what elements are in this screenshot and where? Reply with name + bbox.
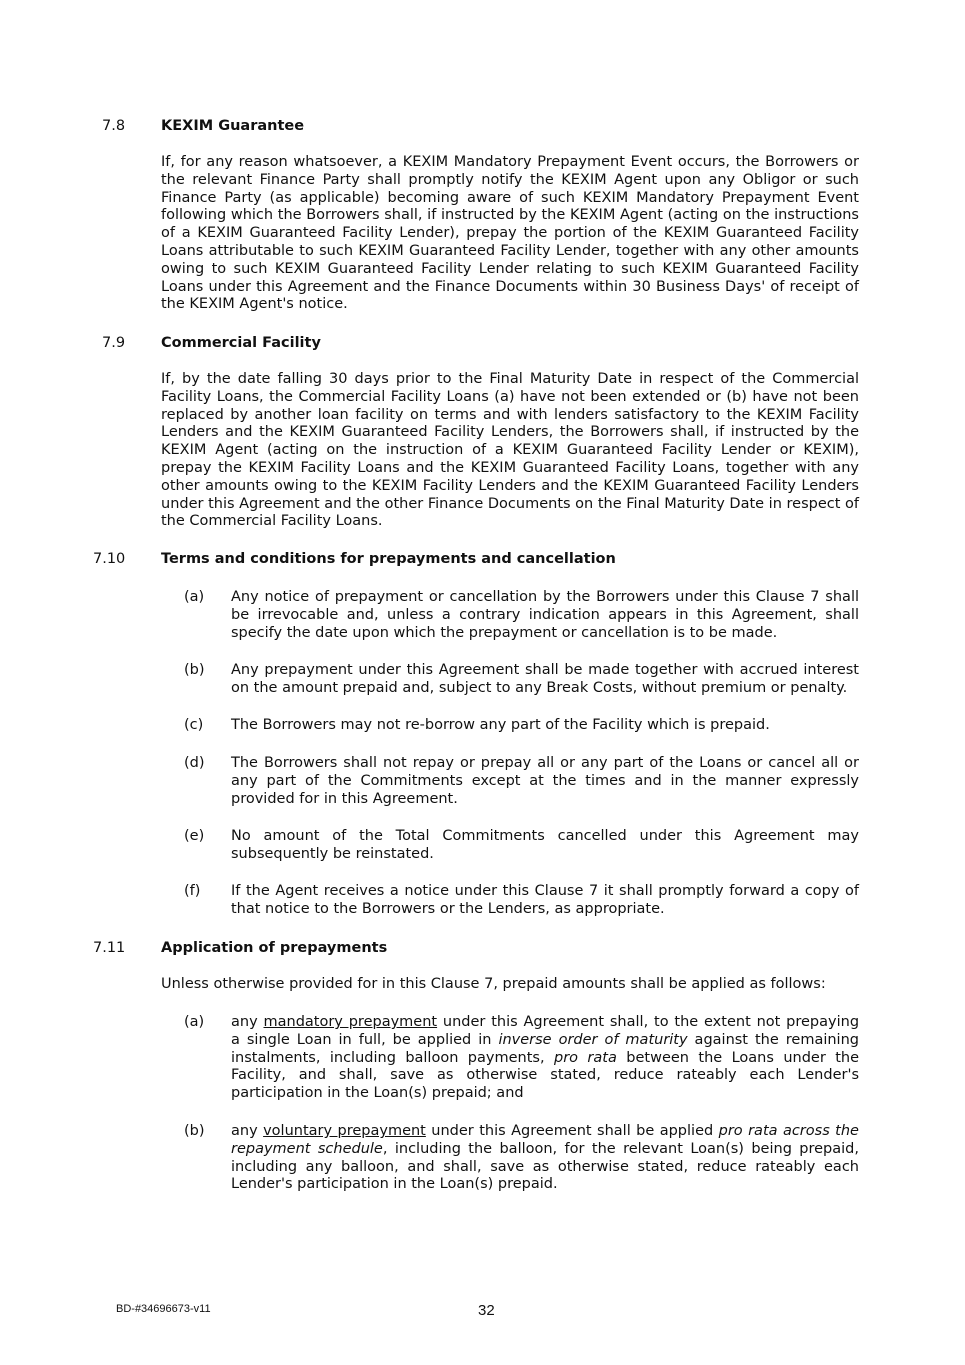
clause-body: If, by the date falling 30 days prior to the Final Maturity Date in respect of the Commercial Facility Loans, the Commercial Facility Loans (a) have not been extended or (b) have not been replaced by another loan facility on terms and with lenders satisfactory to the KEXIM Facility Lenders and the KEXIM Guaranteed Facility Lenders, the Borrowers shall, if instructed by the KEXIM Agent (acting on the instruction of a KEXIM Guaranteed Facility Lender or KEXIM), prepay the KEXIM Facility Loans and the KEXIM Guaranteed Facility Loans, together with any other amounts owing to the KEXIM Facility Lenders and the KEXIM Guaranteed Facility Lenders under this Agreement and the other Finance Documents on the Final Maturity Date in respect of the Commercial Facility Loans. [161, 371, 859, 530]
clause-body: If, for any reason whatsoever, a KEXIM Mandatory Prepayment Event occurs, the Borrowers or the relevant Finance Party shall promptly notify the KEXIM Agent upon any Obligor or such Finance Party (as applicable) becoming aware of such KEXIM Mandatory Prepayment Event following which the Borrowers shall, if instructed by the KEXIM Agent (acting on the instructions of a KEXIM Guaranteed Facility Lender), prepay the portion of the KEXIM Guaranteed Facility Loans attributable to such KEXIM Guaranteed Facility Lender, together with any other amounts owing to such KEXIM Guaranteed Facility Lender relating to such KEXIM Guaranteed Facility Loans under this Agreement and the Finance Documents within 30 Business Days' of receipt of the KEXIM Agent's notice. [161, 154, 859, 313]
list-item-label: (b) [184, 662, 205, 678]
text-run: against the remaining instalments, including balloon payments, [231, 1031, 859, 1066]
list-item-label: (a) [184, 1014, 205, 1030]
list-item-text: The Borrowers may not re-borrow any part of the Facility which is prepaid. [231, 717, 770, 733]
underlined-term: mandatory prepayment [263, 1014, 438, 1030]
underlined-term: voluntary prepayment [263, 1123, 426, 1139]
list-item-text: Any prepayment under this Agreement shall be made together with accrued interest on the amount prepaid and, subject to any Break Costs, without premium or penalty. [231, 662, 859, 696]
list-item-label: (a) [184, 589, 205, 605]
text-run: between the Loans under the Facility, and shall, save as otherwise stated, reduce rateably each Lender's participation in the Loan(s) prepaid; and [231, 1049, 859, 1102]
document-reference: BD-#34696673-v11 [116, 1303, 211, 1315]
list-item-label: (d) [184, 755, 205, 771]
italic-term: pro rata across the repayment schedule [231, 1123, 859, 1157]
text-run: under this Agreement shall, to the extent not prepaying a single Loan in full, be applied in [231, 1014, 860, 1048]
list-item-text: The Borrowers shall not repay or prepay all or any part of the Loans or cancel all or any part of the Commitments except at the times and in the manner expressly provided for in this Agreement. [231, 755, 859, 807]
clause-heading: Application of prepayments [161, 940, 388, 956]
clause-number: 7.8 [102, 118, 126, 134]
text-run: any [231, 1014, 264, 1030]
clause-heading: Terms and conditions for prepayments and cancellation [161, 551, 616, 567]
list-item-label: (b) [184, 1123, 205, 1139]
italic-term: pro rata [553, 1049, 617, 1066]
clause-heading: KEXIM Guarantee [161, 118, 305, 134]
text-run: under this Agreement shall be applied [425, 1123, 719, 1139]
list-item-text: No amount of the Total Commitments cancelled under this Agreement may subsequently be reinstated. [231, 828, 859, 862]
list-item-label: (c) [184, 717, 204, 733]
clause-number: 7.11 [93, 940, 126, 956]
list-item-text: If the Agent receives a notice under this Clause 7 it shall promptly forward a copy of that notice to the Borrowers or the Lenders, as appropriate. [231, 883, 859, 917]
list-item-label: (e) [184, 828, 205, 844]
list-item-text: Any notice of prepayment or cancellation by the Borrowers under this Clause 7 shall be irrevocable and, unless a contrary indication appears in this Agreement, shall specify the date upon which the prepayment or cancellation is to be made. [231, 589, 859, 641]
italic-term: inverse order of maturity [498, 1031, 688, 1048]
page-number: 32 [478, 1302, 495, 1319]
list-item-text [231, 1123, 859, 1194]
list-item-text [231, 1014, 859, 1103]
clause-number: 7.10 [93, 551, 126, 567]
text-run: any [231, 1123, 264, 1139]
clause-intro: Unless otherwise provided for in this Clause 7, prepaid amounts shall be applied as follows: [161, 976, 826, 992]
list-item-label: (f) [184, 883, 201, 899]
clause-number: 7.9 [102, 335, 126, 351]
text-run: , including the balloon, for the relevant Loan(s) being prepaid, including any balloon, and shall, save as otherwise stated, reduce rateably each Lender's participation in the Loan(s) prepaid. [231, 1140, 859, 1193]
clause-heading: Commercial Facility [161, 335, 321, 351]
